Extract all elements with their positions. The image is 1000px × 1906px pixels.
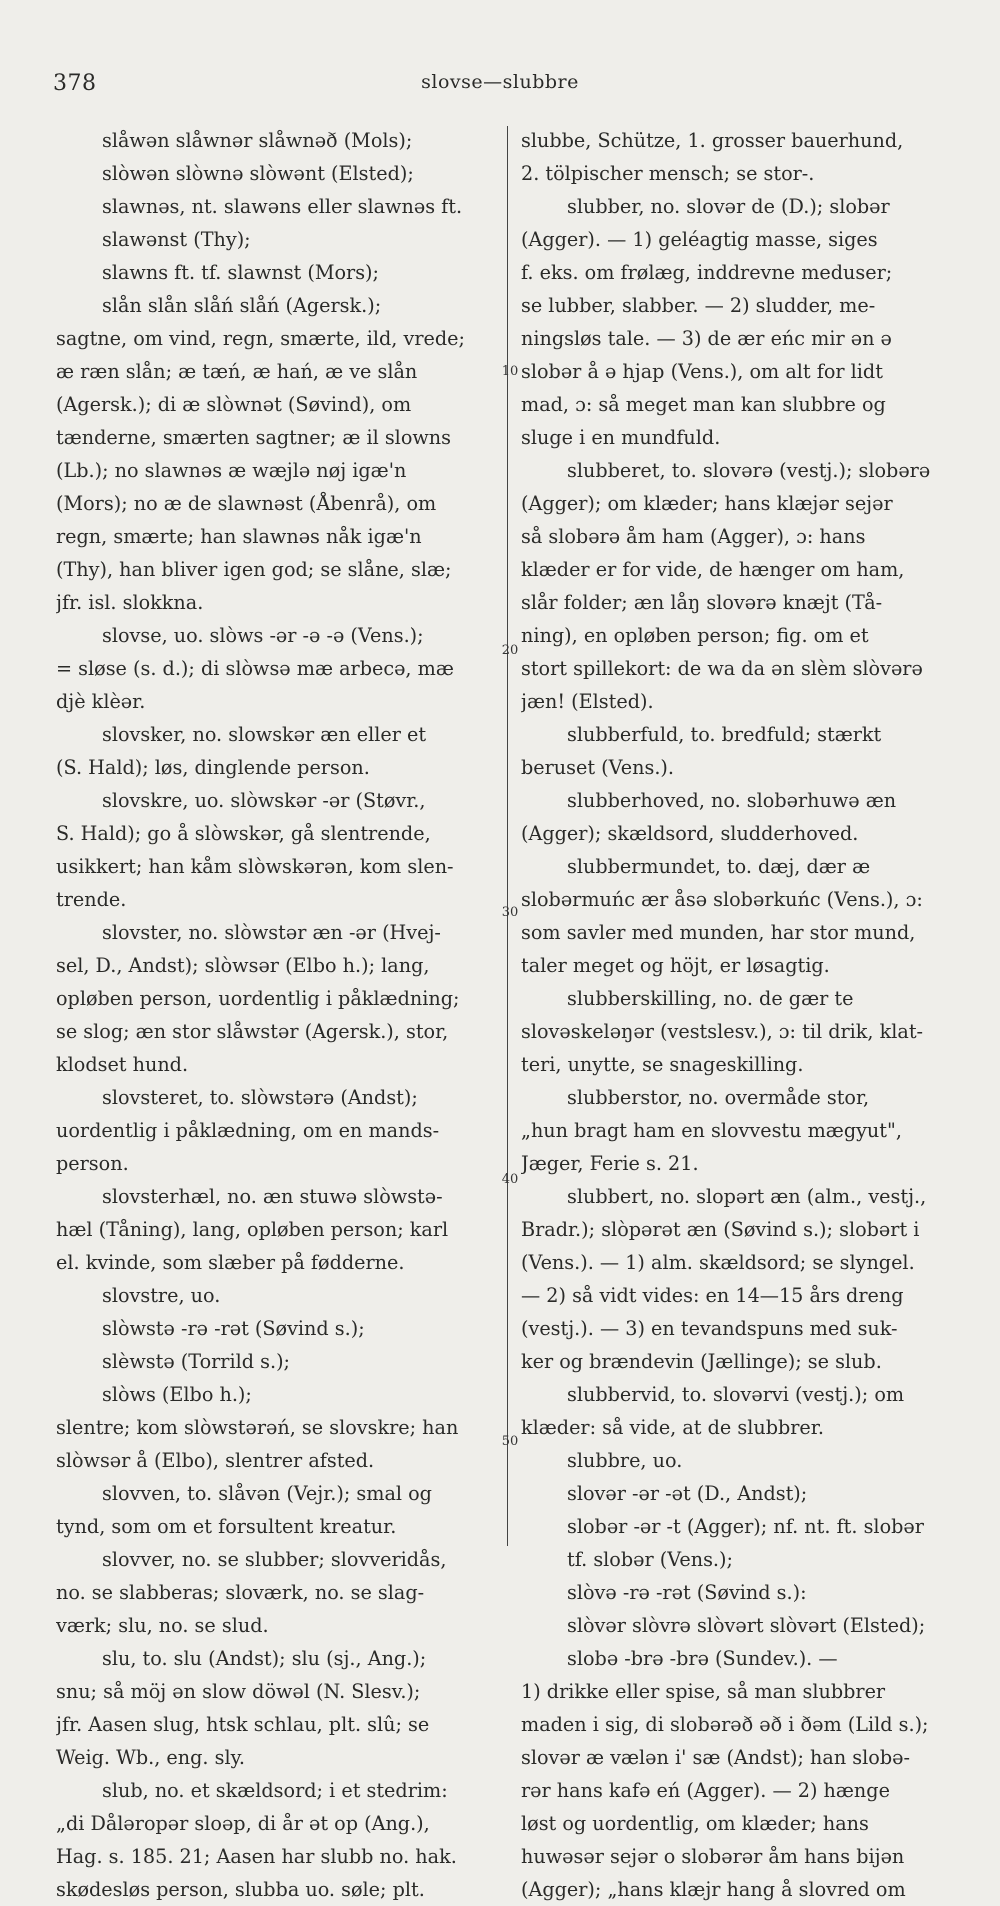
text-line: slòwstə -rə -rət (Søvind s.); [102, 1317, 365, 1340]
text-line: huwəsər sejər o slobərər åm hans bijən [521, 1845, 905, 1868]
text-line: 1) drikke eller spise, så man slubbrer [521, 1680, 886, 1703]
text-line: — 2) så vidt vides: en 14—15 års dreng [521, 1284, 904, 1307]
text-line: slòwsər å (Elbo), slentrer afsted. [56, 1449, 375, 1472]
text-line: slovse, uo. slòws -ər -ə -ə (Vens.); [102, 624, 424, 647]
text-line: slovsteret, to. slòwstərə (Andst); [102, 1086, 418, 1109]
text-line: uordentlig i påklædning, om en mands- [56, 1119, 440, 1142]
running-head: slovse—slubbre [421, 71, 579, 93]
text-line: slobər å ə hjap (Vens.), om alt for lidt [521, 360, 883, 383]
text-line: værk; slu, no. se slud. [56, 1614, 269, 1637]
text-line: taler meget og höjt, er løsagtig. [521, 954, 830, 977]
text-line: klodset hund. [56, 1053, 189, 1076]
text-line: tynd, som om et forsultent kreatur. [56, 1515, 397, 1538]
text-line: = sløse (s. d.); di slòwsə mæ arbecə, mæ [56, 657, 454, 680]
text-line: ker og brændevin (Jællinge); se slub. [521, 1350, 882, 1373]
text-line: slån slån slåń slåń (Agersk.); [102, 294, 382, 317]
text-line: maden i sig, di slobərəð əð i ðəm (Lild s.); [521, 1713, 929, 1736]
text-line: slovsker, no. slowskər æn eller et [102, 723, 427, 746]
text-line: Bradr.); slòpərət æn (Søvind s.); slobərt i [521, 1218, 920, 1241]
text-line: tf. slobər (Vens.); [567, 1548, 733, 1571]
text-line: slubbermundet, to. dæj, dær æ [567, 855, 871, 878]
text-line: slovstre, uo. [102, 1284, 221, 1307]
text-line: sluge i en mundfuld. [521, 426, 721, 449]
text-line: slubbre, uo. [567, 1449, 683, 1472]
text-line: (vestj.). — 3) en tevandspuns med suk- [521, 1317, 898, 1340]
text-line: teri, unytte, se snageskilling. [521, 1053, 804, 1076]
text-line: slubberstor, no. overmåde stor, [567, 1086, 870, 1109]
text-line: 2. tölpischer mensch; se stor-. [521, 162, 815, 185]
text-line: rər hans kafə eń (Agger). — 2) hænge [521, 1779, 890, 1802]
text-line: slòws (Elbo h.); [102, 1383, 252, 1406]
text-line: djè klèər. [56, 690, 146, 713]
text-line: (Agger). — 1) geléagtig masse, siges [521, 228, 878, 251]
text-line: slòwən slòwnə slòwənt (Elsted); [102, 162, 414, 185]
text-line: usikkert; han kåm slòwskərən, kom slen- [56, 855, 454, 878]
text-line: beruset (Vens.). [521, 756, 675, 779]
line-number-40: 40 [501, 1172, 519, 1187]
text-line: se lubber, slabber. — 2) sludder, me- [521, 294, 876, 317]
text-line: (Mors); no æ de slawnəst (Åbenrå), om [56, 492, 437, 515]
text-line: slubbervid, to. slovərvi (vestj.); om [567, 1383, 905, 1406]
text-line: no. se slabberas; sloværk, no. se slag- [56, 1581, 425, 1604]
text-line: slubberfuld, to. bredfuld; stærkt [567, 723, 882, 746]
text-line: tænderne, smærten sagtner; æ il slowns [56, 426, 451, 449]
text-line: ningsløs tale. — 3) de ær eńc mir ən ə [521, 327, 892, 350]
line-number-20: 20 [501, 643, 519, 658]
text-line: så slobərə åm ham (Agger), ɔ: hans [521, 525, 866, 548]
text-line: jfr. isl. slokkna. [56, 591, 204, 614]
text-line: (S. Hald); løs, dinglende person. [56, 756, 370, 779]
text-line: slovsterhæl, no. æn stuwə slòwstə- [102, 1185, 443, 1208]
text-line: løst og uordentlig, om klæder; hans [521, 1812, 869, 1835]
text-line: slawənst (Thy); [102, 228, 251, 251]
text-line: jæn! (Elsted). [521, 690, 654, 713]
text-line: „hun bragt ham en slovvestu mægyut", [521, 1119, 902, 1142]
text-line: (Agger); skældsord, sludderhoved. [521, 822, 859, 845]
text-line: slovven, to. slåvən (Vejr.); smal og [102, 1482, 432, 1505]
text-line: slubberet, to. slovərə (vestj.); slobərə [567, 459, 931, 482]
text-line: slubber, no. slovər de (D.); slobər [567, 195, 890, 218]
text-line: (Thy), han bliver igen god; se slåne, slæ; [56, 558, 452, 581]
text-line: el. kvinde, som slæber på fødderne. [56, 1251, 405, 1274]
text-line: (Agger); „hans klæjr hang å slovred om [521, 1878, 906, 1901]
text-line: slòvər slòvrə slòvərt slòvərt (Elsted); [567, 1614, 926, 1637]
text-line: hæl (Tåning), lang, opløben person; karl [56, 1218, 449, 1241]
text-line: Hag. s. 185. 21; Aasen har slubb no. hak. [56, 1845, 457, 1868]
text-line: jfr. Aasen slug, htsk schlau, plt. slû; se [56, 1713, 430, 1736]
text-line: slovster, no. slòwstər æn -ər (Hvej- [102, 921, 441, 944]
column-divider [507, 126, 508, 1546]
text-line: skødesløs person, slubba uo. søle; plt. [56, 1878, 425, 1901]
text-line: sagtne, om vind, regn, smærte, ild, vrede; [56, 327, 465, 350]
line-number-50: 50 [501, 1434, 519, 1449]
text-line: slawns ft. tf. slawnst (Mors); [102, 261, 380, 284]
text-line: (Lb.); no slawnəs æ wæjlə nøj igæ'n [56, 459, 407, 482]
text-line: slub, no. et skældsord; i et stedrim: [102, 1779, 448, 1802]
text-line: snu; så möj ən slow döwəl (N. Slesv.); [56, 1680, 421, 1703]
text-line: slåwən slåwnər slåwnəð (Mols); [102, 129, 413, 152]
text-line: trende. [56, 888, 127, 911]
text-line: ning), en opløben person; fig. om et [521, 624, 869, 647]
line-number-30: 30 [501, 905, 519, 920]
text-line: slentre; kom slòwstərəń, se slovskre; han [56, 1416, 459, 1439]
text-line: Weig. Wb., eng. sly. [56, 1746, 245, 1769]
text-line: slubberskilling, no. de gær te [567, 987, 854, 1010]
text-line: slubberhoved, no. slobərhuwə æn [567, 789, 897, 812]
line-number-10: 10 [501, 364, 519, 379]
right-column [521, 124, 955, 1906]
text-line: slobər -ər -t (Agger); nf. nt. ft. slobər [567, 1515, 924, 1538]
text-line: (Vens.). — 1) alm. skældsord; se slyngel. [521, 1251, 915, 1274]
text-line: slobə -brə -brə (Sundev.). — [567, 1647, 838, 1670]
text-line: sel, D., Andst); slòwsər (Elbo h.); lang, [56, 954, 430, 977]
text-line: slovskre, uo. slòwskər -ər (Støvr., [102, 789, 426, 812]
text-line: se slog; æn stor slåwstər (Agersk.), stor, [56, 1020, 449, 1043]
text-line: slovver, no. se slubber; slovveridås, [102, 1548, 447, 1571]
page-number: 378 [53, 71, 97, 96]
text-line: slòvə -rə -rət (Søvind s.): [567, 1581, 807, 1604]
text-line: (Agger); om klæder; hans klæjər sejər [521, 492, 893, 515]
text-line: person. [56, 1152, 129, 1175]
left-column [56, 124, 496, 1906]
text-line: slawnəs, nt. slawəns eller slawnəs ft. [102, 195, 463, 218]
text-line: klæder er for vide, de hænger om ham, [521, 558, 905, 581]
text-line: Jæger, Ferie s. 21. [521, 1152, 699, 1175]
text-line: opløben person, uordentlig i påklædning; [56, 987, 460, 1010]
text-line: klæder: så vide, at de slubbrer. [521, 1416, 824, 1439]
text-line: slubbe, Schütze, 1. grosser bauerhund, [521, 129, 904, 152]
text-line: slubbert, no. slopərt æn (alm., vestj., [567, 1185, 927, 1208]
text-line: som savler med munden, har stor mund, [521, 921, 916, 944]
text-line: S. Hald); go å slòwskər, gå slentrende, [56, 822, 431, 845]
text-line: stort spillekort: de wa da ən slèm slòvərə [521, 657, 923, 680]
text-line: (Agersk.); di æ slòwnət (Søvind), om [56, 393, 412, 416]
text-line: slår folder; æn låŋ slovərə knæjt (Tå- [521, 591, 883, 614]
text-line: slèwstə (Torrild s.); [102, 1350, 291, 1373]
text-line: „di Dåləropər sloəp, di år ət op (Ang.), [56, 1812, 430, 1835]
text-line: f. eks. om frølæg, inddrevne meduser; [521, 261, 893, 284]
text-line: slovəskeləŋər (vestslesv.), ɔ: til drik, klat- [521, 1020, 924, 1043]
text-line: slobərmuńc ær åsə slobərkuńc (Vens.), ɔ: [521, 888, 923, 911]
text-line: slovər æ vælən i' sæ (Andst); han slobə- [521, 1746, 910, 1769]
text-line: regn, smærte; han slawnəs nåk igæ'n [56, 525, 422, 548]
text-line: æ ræn slån; æ tæń, æ hań, æ ve slån [56, 360, 418, 383]
text-line: slovər -ər -ət (D., Andst); [567, 1482, 808, 1505]
text-line: mad, ɔ: så meget man kan slubbre og [521, 393, 886, 416]
text-line: slu, to. slu (Andst); slu (sj., Ang.); [102, 1647, 427, 1670]
